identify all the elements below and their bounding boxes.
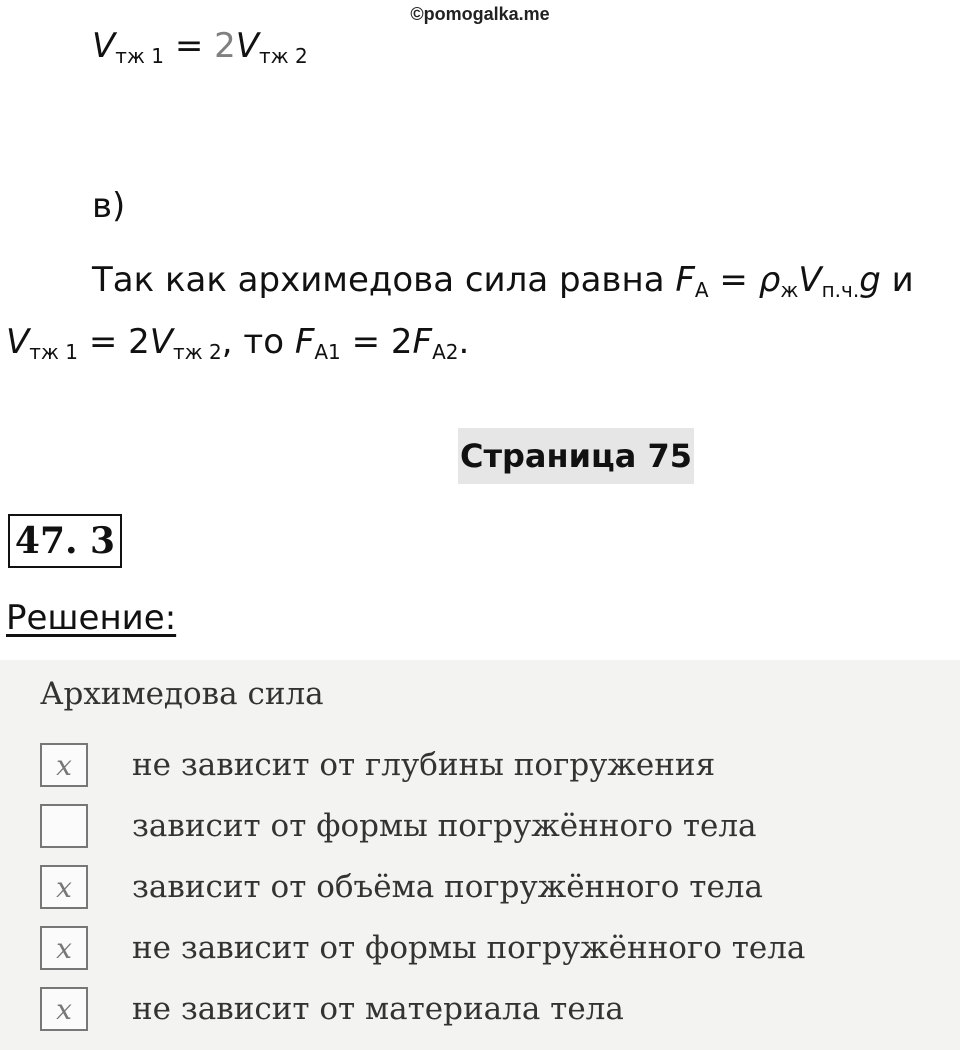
checkbox[interactable]: x: [40, 987, 88, 1031]
var-v: V: [149, 322, 174, 362]
checkbox[interactable]: [40, 804, 88, 848]
formula-volume-ratio: [92, 26, 308, 68]
var-v: V: [6, 322, 30, 362]
equals: = 2: [78, 322, 150, 362]
option-label: зависит от формы погружённого тела: [132, 808, 757, 844]
var-f: F: [294, 322, 315, 362]
solution-label: Решение:: [6, 598, 177, 638]
var-g: g: [859, 260, 881, 300]
subscript: тж 1: [29, 340, 79, 364]
option-label: не зависит от глубины погружения: [132, 747, 716, 783]
text: , то: [221, 322, 295, 362]
text: .: [458, 322, 470, 362]
paragraph-line-1: [92, 260, 914, 302]
checkbox[interactable]: x: [40, 926, 88, 970]
subscript: тж 1: [115, 44, 165, 68]
text: Так как архимедова сила равна: [92, 260, 676, 300]
var-f: F: [412, 322, 433, 362]
option-row: [40, 740, 715, 790]
text: и: [880, 260, 914, 300]
equals: = 2: [340, 322, 413, 362]
var-v: V: [92, 26, 116, 66]
subscript: тж 2: [173, 340, 222, 364]
coefficient: 2: [214, 26, 236, 66]
subscript: A2: [432, 340, 459, 364]
option-label: не зависит от формы погружённого тела: [132, 930, 806, 966]
task-number: 47. 3: [8, 514, 122, 568]
checkbox[interactable]: x: [40, 743, 88, 787]
subscript: тж 2: [259, 44, 308, 68]
option-label: зависит от объёма погружённого тела: [132, 869, 763, 905]
equals: =: [708, 260, 759, 300]
subscript: A: [694, 278, 709, 302]
watermark: ©pomogalka.me: [410, 4, 550, 24]
subscript: A1: [314, 340, 341, 364]
checkbox[interactable]: x: [40, 865, 88, 909]
subscript: ж: [780, 278, 799, 302]
question-title: Архимедова сила: [40, 676, 324, 712]
equals: =: [164, 26, 215, 66]
option-row: [40, 923, 805, 973]
option-row: [40, 984, 624, 1034]
var-rho: ρ: [758, 260, 781, 300]
var-v: V: [798, 260, 822, 300]
part-label: в): [92, 186, 126, 226]
var-f: F: [675, 260, 695, 300]
paragraph-line-2: [6, 322, 469, 364]
option-row: [40, 801, 757, 851]
subscript: п.ч.: [821, 278, 860, 302]
option-label: не зависит от материала тела: [132, 991, 624, 1027]
var-v: V: [235, 26, 260, 66]
page-heading: Страница 75: [458, 428, 694, 484]
option-row: [40, 862, 763, 912]
